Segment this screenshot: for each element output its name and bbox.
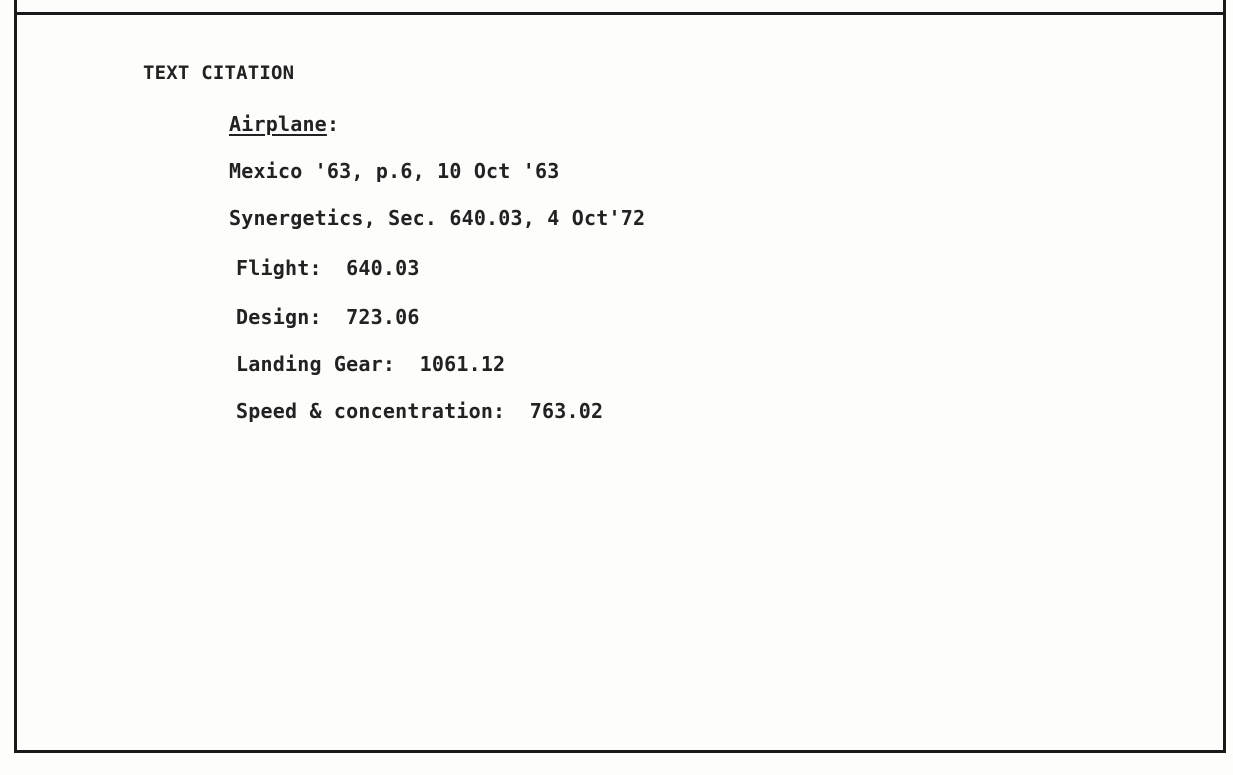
citation-entry-synergetics: Synergetics, Sec. 640.03, 4 Oct'72 [229, 206, 646, 230]
card-subject-label: Airplane [229, 112, 327, 136]
card-subject [229, 112, 339, 136]
citation-entry-flight: Flight: 640.03 [236, 256, 420, 280]
citation-card [14, 12, 1226, 753]
citation-entry-speed: Speed & concentration: 763.02 [236, 399, 604, 423]
citation-entry-landing-gear: Landing Gear: 1061.12 [236, 352, 506, 376]
card-subject-colon: : [326, 112, 340, 136]
card-heading: TEXT CITATION [143, 62, 295, 84]
citation-entry-design: Design: 723.06 [236, 305, 420, 329]
citation-entry-mexico: Mexico '63, p.6, 10 Oct '63 [229, 159, 560, 183]
